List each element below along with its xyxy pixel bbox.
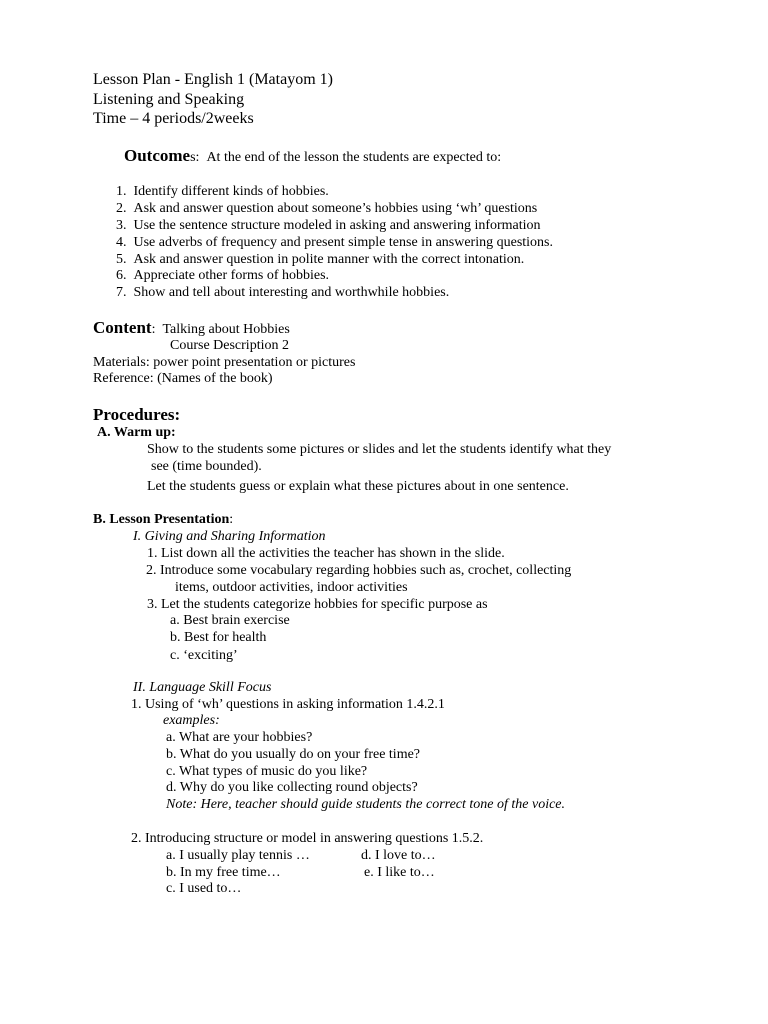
content-reference: Reference: (Names of the book) [93, 371, 273, 386]
content-course: Course Description 2 [170, 338, 289, 353]
outcome-item: 6. Appreciate other forms of hobbies. [116, 268, 330, 283]
content-heading: Content: Talking about Hobbies [93, 318, 290, 337]
outcome-item: 5. Ask and answer question in polite manner with the correct intonation. [116, 252, 525, 267]
procedures-heading: Procedures: [93, 405, 181, 424]
part1-item: 3. Let the students categorize hobbies for specific purpose as [147, 597, 488, 612]
part1-subitem: c. ‘exciting’ [170, 648, 238, 663]
outcomes-label-suffix: s: [190, 150, 200, 165]
warmup-label: A. Warm up: [97, 425, 176, 440]
part2-example: c. What types of music do you like? [166, 764, 368, 779]
content-topic: Talking about Hobbies [162, 322, 290, 337]
part1-item: 1. List down all the activities the teacher has shown in the slide. [147, 546, 505, 561]
part2-item: 1. Using of ‘wh’ questions in asking information 1.4.2.1 [131, 697, 445, 712]
outcomes-heading [124, 148, 501, 166]
outcome-item: 4. Use adverbs of frequency and present simple tense in answering questions. [116, 235, 553, 250]
part2-answer: e. I like to… [364, 865, 435, 880]
outcomes-label: Outcome [124, 146, 191, 165]
warmup-line-3: Let the students guess or explain what these pictures about in one sentence. [147, 479, 569, 494]
warmup-line-2: see (time bounded). [151, 459, 262, 474]
part2-answer: d. I love to… [361, 848, 436, 863]
presentation-label: B. Lesson Presentation [93, 512, 230, 527]
part1-item-cont: items, outdoor activities, indoor activities [175, 580, 408, 595]
content-materials: Materials: power point presentation or pictures [93, 355, 356, 370]
part2-example: d. Why do you like collecting round objects? [166, 780, 418, 795]
outcome-item: 2. Ask and answer question about someone’s hobbies using ‘wh’ questions [116, 201, 538, 216]
content-label: Content [93, 318, 152, 337]
doc-subtitle: Listening and Speaking [93, 91, 245, 108]
part2-item: 2. Introducing structure or model in answering questions 1.5.2. [131, 831, 484, 846]
presentation-heading: B. Lesson Presentation: [93, 512, 234, 527]
part2-example: b. What do you usually do on your free time? [166, 747, 421, 762]
part1-item: 2. Introduce some vocabulary regarding hobbies such as, crochet, collecting [146, 563, 572, 578]
part2-answer: a. I usually play tennis … [166, 848, 310, 863]
part2-heading: II. Language Skill Focus [133, 680, 272, 695]
outcomes-intro: At the end of the lesson the students are expected to: [206, 150, 502, 165]
part1-heading: I. Giving and Sharing Information [133, 529, 326, 544]
outcome-item: 3. Use the sentence structure modeled in asking and answering information [116, 218, 541, 233]
doc-title: Lesson Plan - English 1 (Matayom 1) [93, 71, 333, 88]
part2-example: a. What are your hobbies? [166, 730, 313, 745]
part2-answer: b. In my free time… [166, 865, 281, 880]
warmup-line-1: Show to the students some pictures or slides and let the students identify what they [147, 442, 612, 457]
outcome-item: 7. Show and tell about interesting and worthwhile hobbies. [116, 285, 450, 300]
part2-answer: c. I used to… [166, 881, 242, 896]
part2-examples-label: examples: [163, 713, 220, 728]
outcome-item: 1. Identify different kinds of hobbies. [116, 184, 329, 199]
part1-subitem: b. Best for health [170, 630, 267, 645]
doc-time: Time – 4 periods/2weeks [93, 110, 254, 127]
part2-note: Note: Here, teacher should guide students the correct tone of the voice. [166, 797, 566, 812]
part1-subitem: a. Best brain exercise [170, 613, 290, 628]
